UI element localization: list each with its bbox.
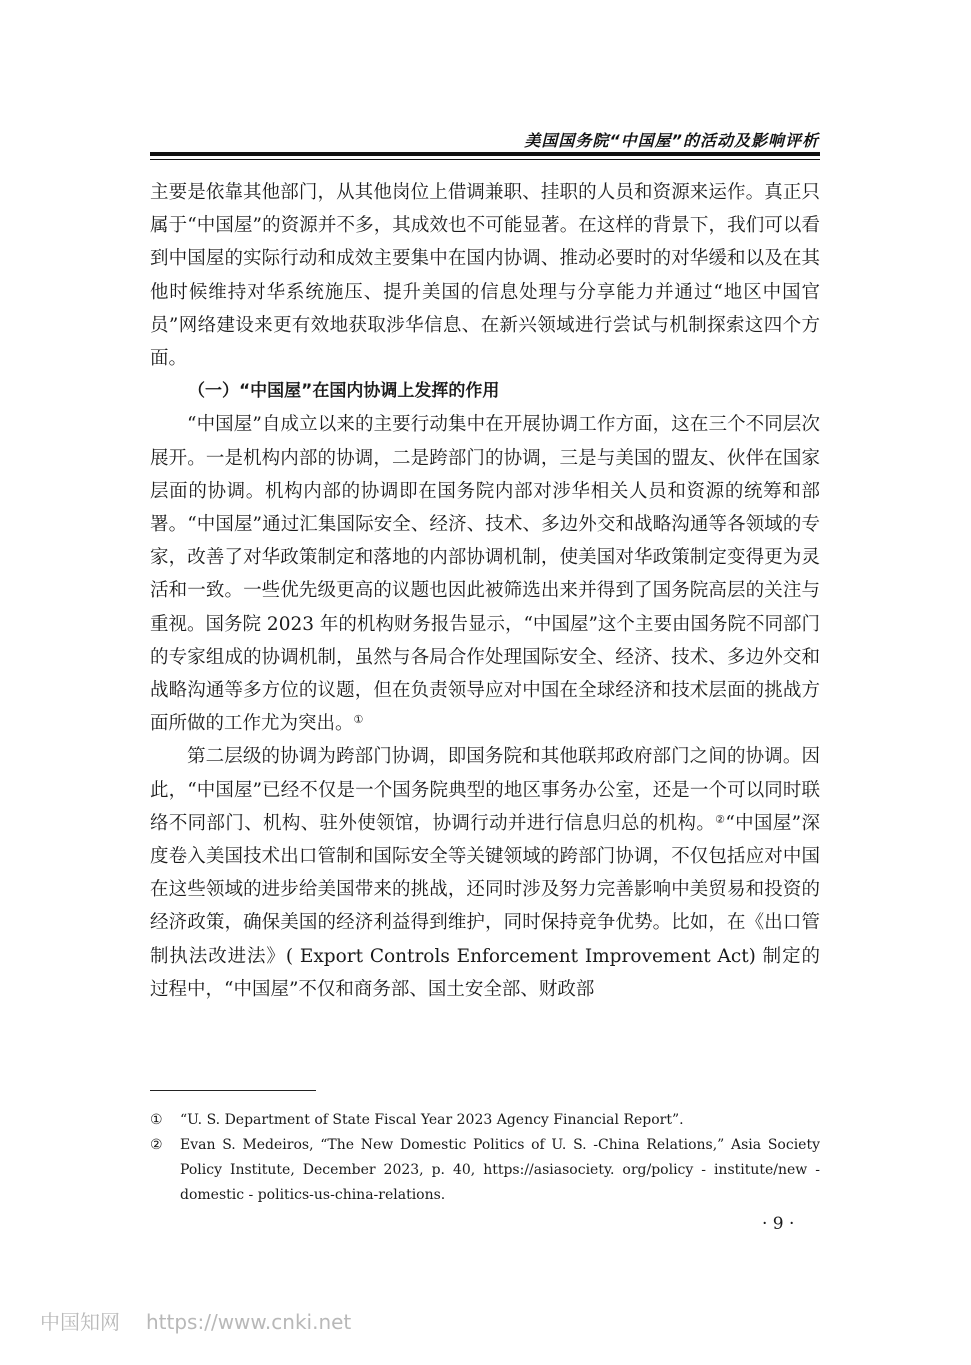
- page-number: · 9 ·: [762, 1214, 795, 1234]
- paragraph-2: [150, 408, 820, 740]
- paragraph-1: 主要是依靠其他部门，从其他岗位上借调兼职、挂职的人员和资源来运作。真正只属于“中国屋”的资源并不多，其成效也不可能显著。在这样的背景下，我们可以看到中国屋的实际行动和成效主要集中在国内协调、推动必要时的对华缓和以及在其他时候维持对华系统施压、提升美国的信息处理与分享能力并通过“地区中国官员”网络建设来更有效地获取涉华信息、在新兴领域进行尝试与机制探索这四个方面。: [150, 182, 820, 370]
- footnote-mark: ①: [150, 1112, 163, 1128]
- paragraph-2-text: “中国屋”自成立以来的主要行动集中在开展协调工作方面，这在三个不同层次展开。一是机构内部的协调，二是跨部门的协调，三是与美国的盟友、伙伴在国家层面的协调。机构内部的协调即在国务院内部对涉华相关人员和资源的统筹和部署。“中国屋”通过汇集国际安全、经济、技术、多边外交和战略沟通等各领域的专家，改善了对华政策制定和落地的内部协调机制，使美国对华政策制定变得更为灵活和一致。一些优先级更高的议题也因此被筛选出来并得到了国务院高层的关注与重视。国务院 2023 年的机构财务报告显示，“中国屋”这个主要由国务院不同部门的专家组成的协调机制，虽然与各局合作处理国际安全、经济、技术、多边外交和战略沟通等多方位的议题，但在负责领导应对中国在全球经济和技术层面的挑战方面所做的工作尤为突出。: [150, 414, 820, 735]
- paragraph-3-text-a: 第二层级的协调为跨部门协调，即国务院和其他联邦政府部门之间的协调。因此，“中国屋”已经不仅是一个国务院典型的地区事务办公室，还是一个可以同时联络不同部门、机构、驻外使领馆，协调行动并进行信息归总的机构。: [150, 746, 820, 834]
- paragraph-3: [150, 740, 820, 1006]
- watermark-url[interactable]: https://www.cnki.net: [146, 1310, 352, 1334]
- cnki-watermark: [40, 1306, 351, 1335]
- header-rule-thin: [150, 159, 820, 160]
- watermark-site-name: 中国知网: [40, 1310, 120, 1334]
- footnote-mark: ②: [150, 1137, 163, 1153]
- footnote-text: “U. S. Department of State Fiscal Year 2023 Agency Financial Report”.: [180, 1112, 684, 1128]
- paragraph-3-text-b: “中国屋”深度卷入美国技术出口管制和国际安全等关键领域的跨部门协调，不仅包括应对中国在这些领域的进步给美国带来的挑战，还同时涉及努力完善影响中美贸易和投资的经济政策，确保美国的经济利益得到维护，同时保持竞争优势。比如，在《出口管制执法改进法》( Export Controls Enforcement Improvement Act) 制定的过程中，“中国屋”不仅和商务部、国土安全部、财政部: [150, 812, 820, 1000]
- footnotes: [150, 1108, 820, 1208]
- footnote-ref-1[interactable]: ①: [353, 713, 364, 727]
- header-rule-thick: [150, 152, 820, 156]
- footnote-1: [150, 1108, 820, 1133]
- section-heading: （一）“中国屋”在国内协调上发挥的作用: [188, 381, 500, 402]
- body-text: [150, 176, 820, 1006]
- footnote-2: [150, 1133, 820, 1208]
- footnote-separator: [150, 1090, 316, 1091]
- footnote-ref-2[interactable]: ②: [715, 812, 726, 826]
- footnote-text: Evan S. Medeiros, “The New Domestic Politics of U. S. -China Relations,” Asia Society Policy Institute, December 2023, p. 40, https://asiasociety. org/policy - institute/new - domestic - politics-us-china-relations.: [180, 1137, 820, 1203]
- running-title: 美国国务院“中国屋”的活动及影响评析: [524, 131, 819, 150]
